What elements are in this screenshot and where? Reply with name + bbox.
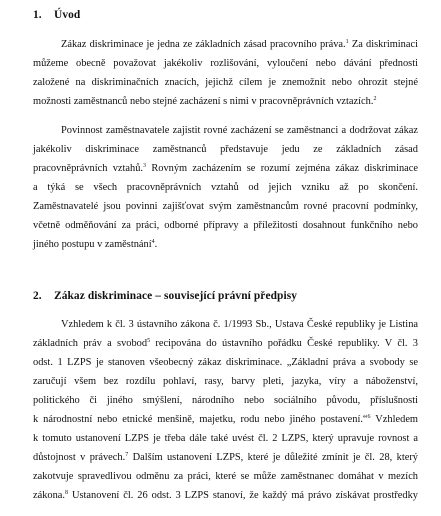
text-line: k národnostní nebo etnické menšině, majetku, rodu nebo jiného postavení.“$^6$ Vzhledem [33, 414, 419, 425]
text-line: jiného postupu v zaměstnání$^4$. [33, 239, 158, 250]
section-number: 1. [33, 9, 42, 21]
text-line: základních práv a svobod$^5$ recipována do ústavního pořádku České republiky. V čl. 3 [33, 338, 418, 349]
footnote-ref[interactable]: 8 [65, 490, 69, 496]
section-number: 2. [33, 290, 42, 302]
text-line: založené na diskriminačních znacích, jejichž cílem je znemožnit nebo ohrozit stejné [33, 77, 418, 88]
footnote-ref[interactable]: 3 [143, 163, 147, 169]
text-line: zaručují všem bez rozdílu pohlaví, rasy, barvy pleti, jazyka, víry a náboženství, [33, 376, 418, 387]
text-line: pracovněprávních vztahů.$^3$ Rovným zacházením se rozumí zejména zákaz diskriminace [33, 163, 418, 174]
footnote-ref[interactable]: 2 [373, 96, 377, 102]
footnote-ref[interactable]: 5 [147, 338, 151, 344]
text-line: jakékoliv diskriminace zaměstnanců představuje jedu ze základních zásad [33, 144, 418, 155]
footnote-ref[interactable]: 1 [345, 39, 349, 45]
section-heading-uvod [33, 9, 80, 21]
text-line: včetně odměňování za práci, odborné přípravy a příležitosti dosahnout funkčního nebo [33, 220, 418, 231]
text-line: zakotvuje spravedlivou odměnu za práci, které se může zaměstnanec domáhat v mezích [33, 471, 418, 482]
text-line: odst. 1 LZPS je stanoven všeobecný zákaz diskriminace. „Základní práva a svobody se [33, 357, 418, 368]
section-title: Zákaz diskriminace – související právní předpisy [54, 290, 298, 302]
text-line: Vzhledem k čl. 3 ústavního zákona č. 1/1993 Sb., Ustava České republiky je Listina [61, 319, 418, 330]
text-line: Zaměstnavatelé jsou povinni zajišťovat svým zaměstnancům rovné pracovní podmínky, [33, 201, 418, 212]
text-line: Povinnost zaměstnavatele zajistit rovné zacházení se zaměstnanci a dodržovat zákaz [61, 125, 418, 136]
footnote-ref[interactable]: 7 [125, 452, 129, 458]
section-heading-zakaz-diskriminace [33, 290, 297, 302]
footnote-ref[interactable]: 4 [151, 239, 155, 245]
footnote-ref[interactable]: 6 [367, 414, 371, 420]
text-line: Zákaz diskriminace je jedna ze základních zásad pracovního práva.$^1$ Za diskriminaci [61, 39, 418, 50]
text-line: můžeme obecně považovat jakékoliv rozlišování, vyloučení nebo dávání přednosti [33, 58, 418, 69]
text-line: důstojnost v právech.$^7$ Dalším ustanovení LZPS, které je důležité zmínit je čl. 28, který [33, 452, 418, 463]
text-line: možnosti zaměstnanců nebo stejné zacházení s nimi v pracovněprávních vztazích.$^2$ [33, 96, 377, 107]
text-line: a týká se všech pracovněprávních vztahů od jejich vzniku až po skončení. [33, 182, 418, 193]
text-line: k tomuto ustanovení LZPS je třeba dále také uvést čl. 2 LZPS, který upravuje rovnost a [33, 433, 418, 444]
text-line: politického či jiného smýšlení, národního nebo sociálního původu, příslušnosti [33, 395, 418, 406]
section-title: Úvod [54, 9, 81, 21]
text-line: zákona.$^8$ Ustanovení čl. 26 odst. 3 LZPS stanoví, že každý má právo získávat prostředky [33, 490, 418, 501]
